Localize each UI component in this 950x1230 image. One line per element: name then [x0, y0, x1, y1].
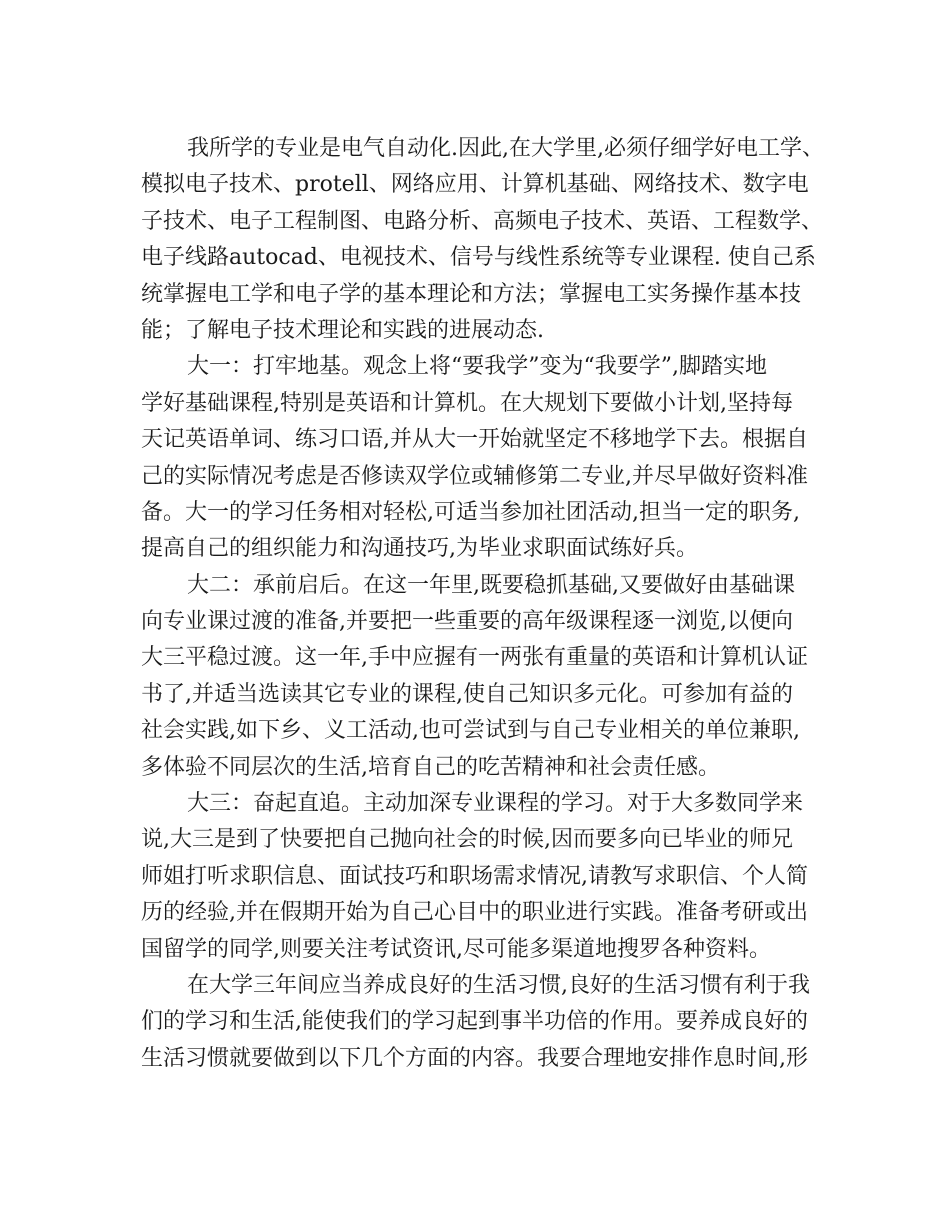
text-line: 模拟电子技术、protell、网络应用、计算机基础、网络技术、数字电	[141, 172, 809, 198]
paragraph-year-three	[141, 786, 831, 968]
text-line: 社会实践,如下乡、义工活动,也可尝试到与自己专业相关的单位兼职,	[141, 718, 800, 744]
paragraph-year-two	[141, 568, 831, 786]
text-line: 历的经验,并在假期开始为自己心目中的职业进行实践。准备考研或出	[141, 900, 808, 926]
text-line: 我所学的专业是电气自动化.因此,在大学里,必须仔细学好电工学、	[187, 136, 824, 161]
text-line: 提高自己的组织能力和沟通技巧,为毕业求职面试练好兵。	[141, 536, 698, 562]
text-line: 学好基础课程,特别是英语和计算机。在大规划下要做小计划,坚持每	[141, 390, 793, 416]
text-line: 说,大三是到了快要把自己抛向社会的时候,因而要多向已毕业的师兄	[141, 827, 793, 853]
text-line: 大一：打牢地基。观念上将“要我学”变为“我要学”,脚踏实地	[187, 354, 767, 380]
text-line: 书了,并适当选读其它专业的课程,使自己知识多元化。可参加有益的	[141, 681, 793, 707]
document-body	[141, 131, 831, 1077]
paragraph-major-intro	[141, 131, 831, 349]
text-line: 天记英语单词、练习口语,并从大一开始就坚定不移地学下去。根据自	[141, 427, 808, 453]
text-line: 国留学的同学,则要关注考试资讯,尽可能多渠道地搜罗各种资料。	[141, 936, 771, 962]
text-line: 大三：奋起直追。主动加深专业课程的学习。对于大多数同学来	[187, 791, 804, 817]
text-line: 生活习惯就要做到以下几个方面的内容。我要合理地安排作息时间,形	[141, 1045, 808, 1071]
text-line: 多体验不同层次的生活,培育自己的吃苦精神和社会责任感。	[141, 754, 720, 780]
text-line: 备。大一的学习任务相对轻松,可适当参加社团活动,担当一定的职务,	[141, 499, 800, 525]
text-line: 们的学习和生活,能使我们的学习起到事半功倍的作用。要养成良好的	[141, 1009, 808, 1035]
text-line: 电子线路autocad、电视技术、信号与线性系统等专业课程. 使自己系	[141, 245, 816, 271]
text-line: 向专业课过渡的准备,并要把一些重要的高年级课程逐一浏览,以便向	[141, 609, 793, 635]
text-line: 能；了解电子技术理论和实践的进展动态.	[141, 317, 544, 343]
text-line: 己的实际情况考虑是否修读双学位或辅修第二专业,并尽早做好资料准	[141, 463, 808, 489]
paragraph-year-one	[141, 349, 831, 567]
text-line: 大三平稳过渡。这一年,手中应握有一两张有重量的英语和计算机认证	[141, 645, 808, 671]
text-line: 统掌握电工学和电子学的基本理论和方法；掌握电工实务操作基本技	[141, 281, 802, 307]
paragraph-habits	[141, 968, 831, 1077]
text-line: 大二：承前启后。在这一年里,既要稳抓基础,又要做好由基础课	[187, 572, 795, 598]
text-line: 在大学三年间应当养成良好的生活习惯,良好的生活习惯有利于我	[187, 972, 810, 998]
text-line: 师姐打听求职信息、面试技巧和职场需求情况,请教写求职信、个人简	[141, 863, 808, 889]
text-line: 子技术、电子工程制图、电路分析、高频电子技术、英语、工程数学、	[141, 208, 824, 234]
